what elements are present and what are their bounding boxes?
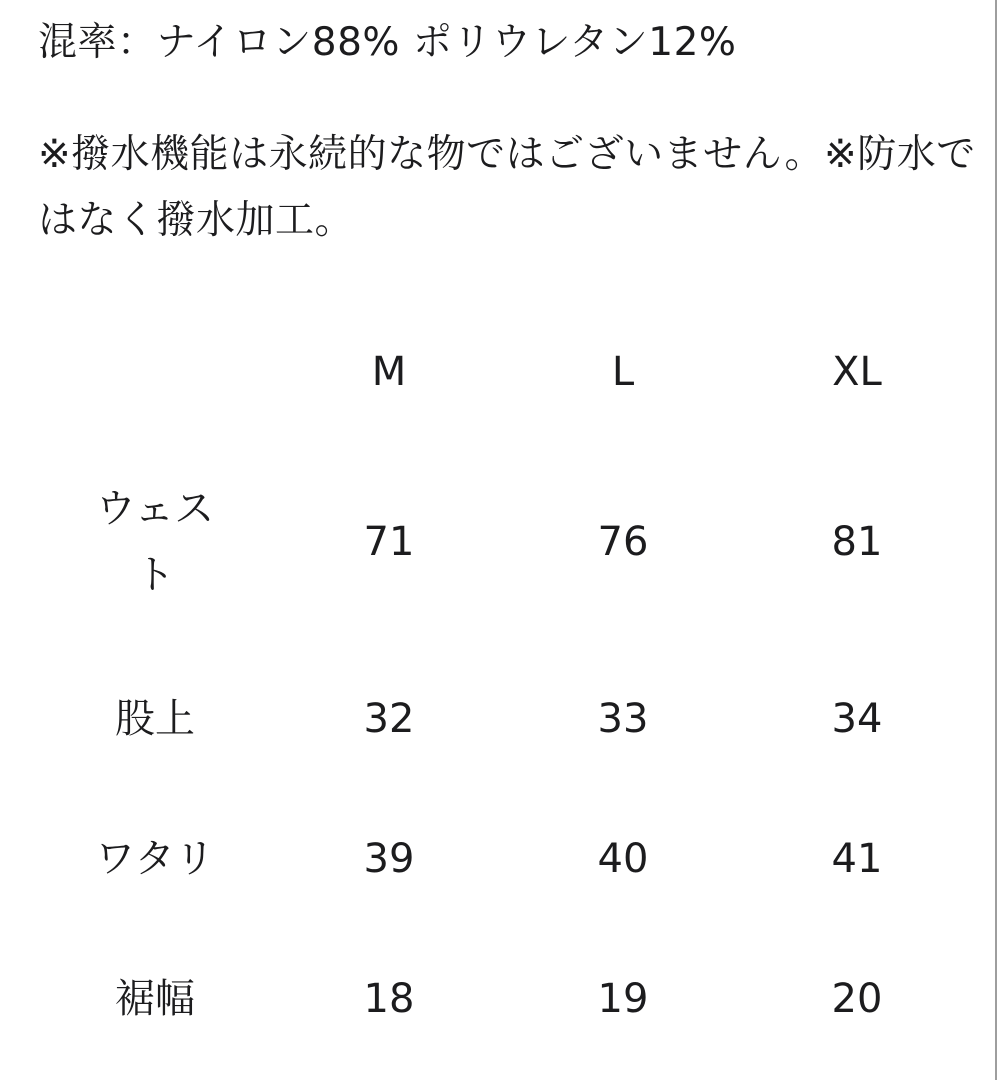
table-row-waist: [38, 434, 974, 649]
size-header-row: [38, 310, 974, 434]
size-column-header-xl: XL: [832, 349, 882, 395]
table-row-rise: [38, 649, 974, 789]
measurement-value-waist-xl: 81: [831, 518, 883, 565]
table-row-thigh: [38, 789, 974, 929]
measurement-label-thigh: ワタリ: [95, 836, 215, 882]
measurement-value-hem-m: 18: [363, 976, 415, 1022]
measurement-value-waist-m: 71: [363, 518, 415, 565]
measurement-label-cell: [38, 434, 272, 649]
measurement-value-hem-l: 19: [597, 976, 649, 1022]
measurement-label-rise: 股上: [115, 696, 195, 742]
empty-corner-cell: [38, 310, 272, 434]
measurement-label-waist: ウェスト: [95, 485, 215, 598]
note-line-1: ※撥水機能は永続的な物ではございません。※防水で: [38, 132, 976, 177]
measurement-value-rise-l: 33: [597, 696, 649, 742]
size-chart-table: [38, 310, 974, 1069]
measurement-value-thigh-m: 39: [363, 836, 415, 882]
measurement-value-hem-xl: 20: [831, 976, 883, 1022]
size-column-header-m: M: [371, 349, 407, 395]
measurement-value-waist-l: 76: [597, 518, 649, 565]
measurement-value-thigh-xl: 41: [831, 836, 883, 882]
right-edge-line: [995, 0, 997, 1080]
measurement-label-cell: [38, 789, 272, 929]
measurement-label-hem: 裾幅: [115, 976, 195, 1022]
measurement-label-cell: [38, 649, 272, 789]
table-row-hem: [38, 929, 974, 1069]
size-column-header-l: L: [611, 349, 635, 395]
note-line-2: はなく撥水加工。: [38, 198, 355, 243]
measurement-label-cell: [38, 929, 272, 1069]
water-repellent-note: [38, 122, 999, 254]
measurement-value-thigh-l: 40: [597, 836, 649, 882]
material-composition-text: 混率：ナイロン88% ポリウレタン12%: [38, 20, 737, 65]
measurement-value-rise-xl: 34: [831, 696, 883, 742]
measurement-value-rise-m: 32: [363, 696, 415, 742]
